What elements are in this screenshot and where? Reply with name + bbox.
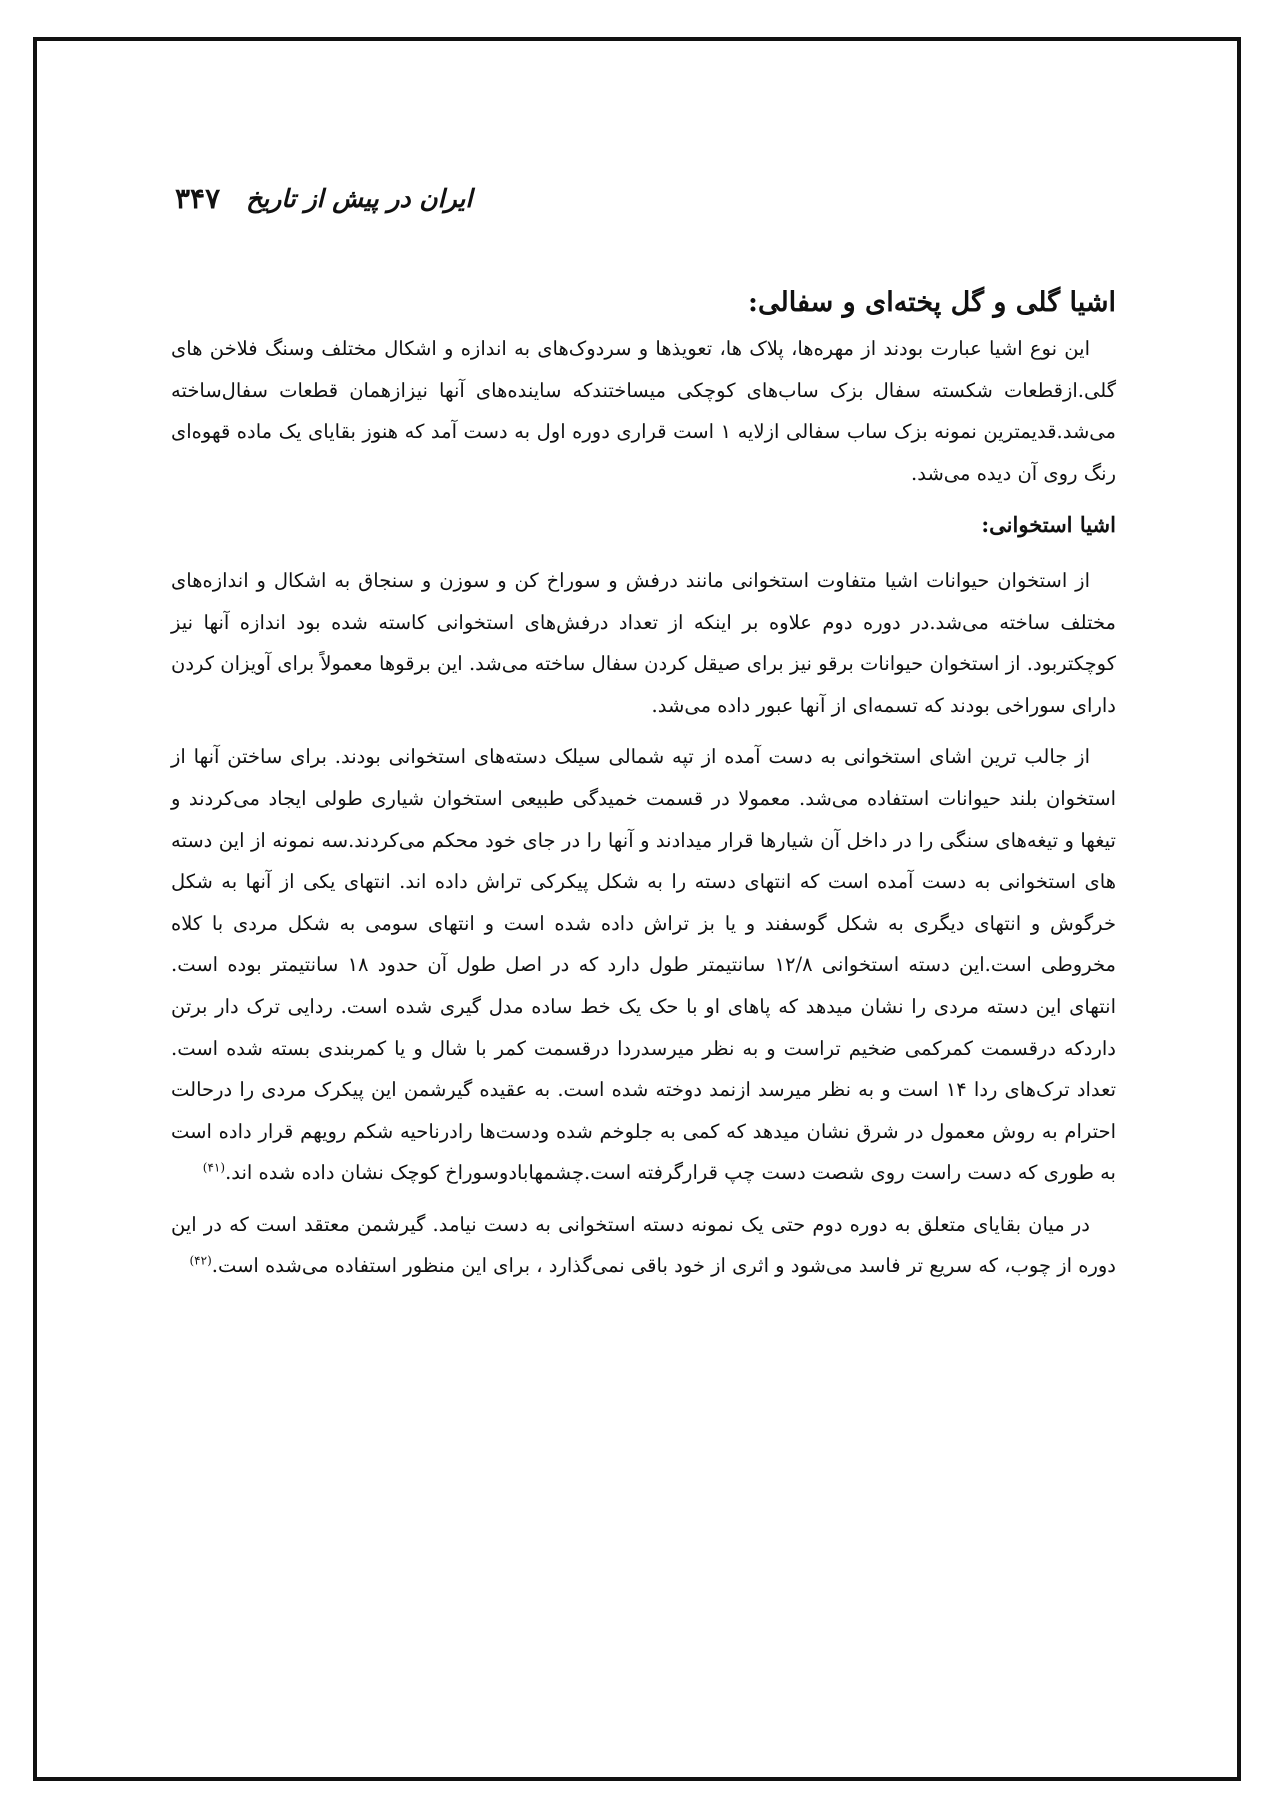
running-header [175,178,1155,218]
paragraph-second-period-text: در میان بقایای متعلق به دوره دوم حتی یک نمونه دسته استخوانی به دست نیامد. گیرشمن معتقد است که در این دوره از چوب، که سریع تر فاسد می‌شود و اثری از خود باقی نمی‌گذارد ، برای این منظور استفاده می‌شده است. [171,1212,1116,1278]
paragraph-bone-handles-text: از جالب ترین اشای استخوانی به دست آمده از تپه شمالی سیلک دسته‌های استخوانی بودند. برای ساختن آنها از استخوان بلند حیوانات استفاده می‌شد. معمولا در قسمت خمیدگی طبیعی استخوان شیاری طولی ایجاد می‌کردند و تیغها و تیغه‌های سنگی را در داخل آن شیارها قرار میدادند و آنها را در جای خود محکم می‌کردند.سه نمونه از این دسته های استخوانی به دست آمده است که انتهای دسته را به شکل پیکرکی تراش داده اند. انتهای یکی از آنها به شکل خرگوش و انتهای دیگری به شکل گوسفند و یا بز تراش داده شده است و انتهای سومی به شکل مردی با کلاه مخروطی است.این دسته استخوانی ۱۲/۸ سانتیمتر طول دارد که در اصل طول آن حدود ۱۸ سانتیمتر بوده است. انتهای این دسته مردی را نشان میدهد که پاهای او با حک یک خط ساده مدل گیری شده است. ردایی ترک دار برتن داردکه درقسمت کمرکمی ضخیم تراست و به نظر میرسدردا درقسمت کمر با شال و یا کمربندی بسته شده است. تعداد ترک‌های ردا ۱۴ است و به نظر میرسد ازنمد دوخته شده است. به عقیده گیرشمن این پیکرک مردی را درحالت احترام به روش معمول در شرق نشان میدهد که کمی به جلوخم شده ودست‌ها رادرناحیه شکم رویهم قرار داده است به طوری که دست راست روی شصت دست چپ قرارگرفته است.چشمهابادوسوراخ کوچک نشان داده شده اند. [171,745,1116,1185]
paragraph-second-period [171,1204,1116,1287]
paragraph-bone-handles [171,736,1116,1194]
section-heading-bone-objects: اشیا استخوانی: [981,512,1116,538]
book-title: ایران در پیش از تاریخ [246,183,473,213]
page-body [171,278,1116,1287]
paragraph-bone-tools: از استخوان حیوانات اشیا متفاوت استخوانی مانند درفش و سوراخ کن و سوزن و سنجاق به اشکال و اندازه‌های مختلف ساخته می‌شد.در دوره دوم علاوه بر اینکه از تعداد درفش‌های استخوانی کاسته شده بود اندازه آنها نیز کوچکتربود. از استخوان حیوانات برقو نیز برای صیقل کردن سفال ساخته می‌شد. این برقوها معمولاً برای آویزان کردن دارای سوراخی بودند که تسمه‌ای از آنها عبور داده می‌شد. [171,568,1116,717]
footnote-ref-41: (۴۱) [202,1160,226,1175]
paragraph-clay-objects: این نوع اشیا عبارت بودند از مهره‌ها، پلاک ها، تعویذها و سردوک‌های به اندازه و اشکال مختلف وسنگ فلاخن های گلی.ازقطعات شکسته سفال بزک ساب‌های کوچکی میساختندکه ساینده‌های آنها نیزازهمان قطعات سفال‌ساخته می‌شد.قدیمترین نمونه بزک ساب سفالی ازلایه ۱ است قراری دوره اول به دست آمد که هنوز بقایای یک ماده قهوه‌ای رنگ روی آن دیده می‌شد. [171,337,1116,485]
footnote-ref-42: (۴۲) [189,1253,212,1268]
page-number: ۳۴۷ [175,181,221,215]
section-heading-clay-pottery-objects: اشیا گلی و گل پخته‌ای و سفالی: [748,287,1116,318]
